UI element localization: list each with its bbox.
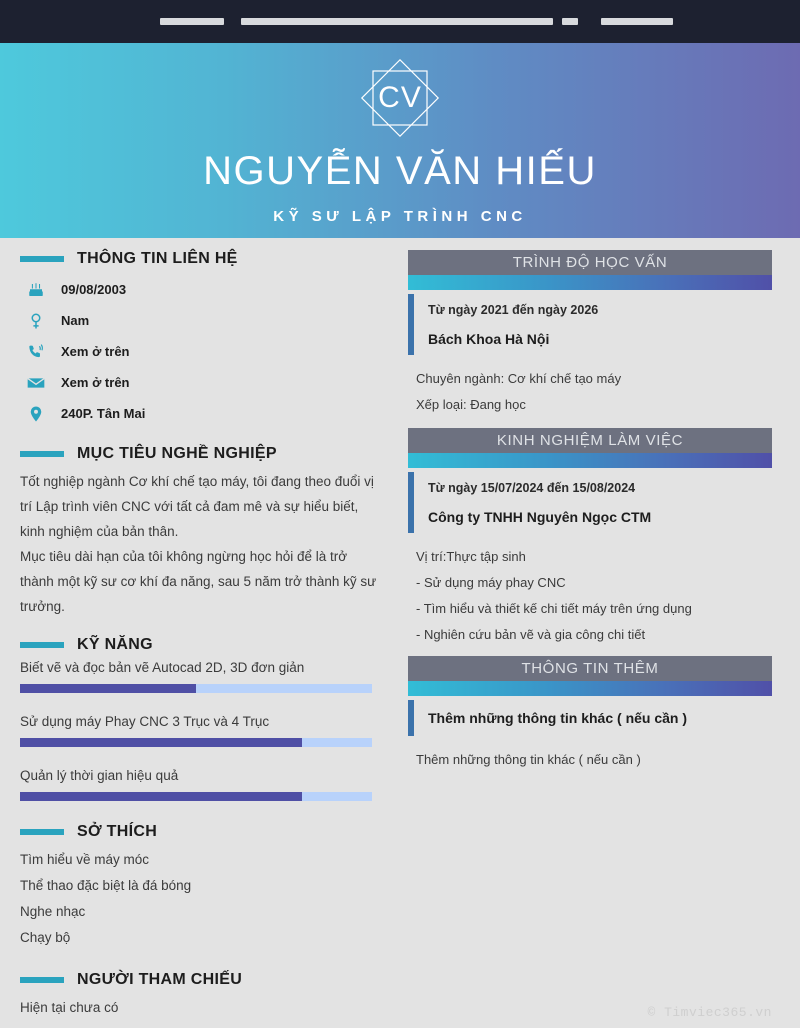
site-watermark: © Timviec365.vn (647, 1005, 772, 1020)
cv-header-banner (0, 43, 800, 238)
education-heading-label: TRÌNH ĐỘ HỌC VẤN (512, 254, 668, 271)
experience-entry-date: Từ ngày 15/07/2024 đến 15/08/2024 (428, 481, 636, 495)
section-additional-info (408, 656, 772, 773)
redacted-url-segment-1 (160, 18, 224, 25)
candidate-role: KỸ SƯ LẬP TRÌNH CNC (273, 208, 527, 225)
heading-accent-bar (20, 977, 64, 983)
education-gradient-bar (408, 275, 772, 290)
heading-accent-bar (20, 829, 64, 835)
contact-item-email (20, 367, 380, 398)
contact-value-gender: Nam (61, 313, 90, 328)
cv-right-column (400, 238, 800, 1028)
skill-label: Quản lý thời gian hiệu quả (20, 768, 179, 783)
gender-icon (25, 312, 47, 330)
skill-progress-fill (20, 684, 196, 693)
education-detail-line: Chuyên ngành: Cơ khí chế tạo máy (416, 371, 622, 386)
additional-entry-title: Thêm những thông tin khác ( nếu cần ) (428, 710, 688, 726)
references-heading-label: NGƯỜI THAM CHIẾU (77, 971, 243, 988)
additional-gradient-bar (408, 681, 772, 696)
additional-heading-label: THÔNG TIN THÊM (521, 660, 659, 677)
objective-paragraph-2: Mục tiêu dài hạn của tôi không ngừng học hỏi để là trở thành một kỹ sư cơ khí đa năng, sau 5 năm trở thành kỹ sư trưởng. (20, 549, 377, 614)
experience-detail-list (408, 533, 772, 648)
cv-logo-text: CV (378, 81, 422, 114)
cv-logo (355, 53, 445, 143)
skill-progress-track (20, 792, 372, 801)
section-heading-contact (20, 250, 380, 268)
redacted-url-segment-2 (241, 18, 553, 25)
experience-heading-label: KINH NGHIỆM LÀM VIỆC (496, 432, 684, 449)
experience-entry (408, 472, 772, 533)
experience-entry-title: Công ty TNHH Nguyên Ngọc CTM (428, 509, 652, 525)
additional-heading-bar (408, 656, 772, 681)
skill-progress-fill (20, 792, 302, 801)
section-heading-hobbies (20, 823, 380, 841)
skill-label: Biết vẽ và đọc bản vẽ Autocad 2D, 3D đơn giản (20, 660, 305, 675)
heading-accent-bar (20, 451, 64, 457)
education-entry (408, 294, 772, 355)
contact-item-address (20, 398, 380, 429)
heading-accent-bar (20, 642, 64, 648)
section-heading-skills (20, 636, 380, 654)
browser-toolbar (0, 0, 800, 43)
hobbies-heading-label: SỞ THÍCH (77, 823, 158, 840)
phone-icon (25, 343, 47, 361)
experience-detail-line: - Tìm hiểu và thiết kế chi tiết máy trên ứng dụng (416, 601, 692, 616)
contact-value-address: 240P. Tân Mai (61, 406, 146, 421)
additional-detail-line: Thêm những thông tin khác ( nếu cần ) (416, 752, 641, 767)
objective-paragraph-1: Tốt nghiệp ngành Cơ khí chế tạo máy, tôi đang theo đuổi vị trí Lập trình viên CNC với tất cả đam mê và sự hiểu biết, kinh nghiệm của bản thân. (20, 474, 374, 539)
education-detail-line: Xếp loại: Đang học (416, 397, 526, 412)
experience-detail-line: - Sử dụng máy phay CNC (416, 575, 566, 590)
hobby-item: Chạy bộ (20, 930, 71, 945)
skill-item (20, 714, 380, 747)
experience-heading-bar (408, 428, 772, 453)
hobby-item: Thể thao đặc biệt là đá bóng (20, 878, 192, 893)
hobby-item: Tìm hiểu về máy móc (20, 852, 150, 867)
section-education (408, 250, 772, 418)
contact-item-birthday (20, 274, 380, 305)
contact-item-gender (20, 305, 380, 336)
contact-heading-label: THÔNG TIN LIÊN HỆ (77, 250, 238, 267)
cv-left-column (0, 238, 400, 1028)
education-detail-list (408, 355, 772, 418)
cv-body (0, 238, 800, 1028)
skill-progress-fill (20, 738, 302, 747)
experience-detail-line: - Nghiên cứu bản vẽ và gia công chi tiết (416, 627, 646, 642)
additional-detail-list (408, 736, 772, 773)
contact-value-birthday: 09/08/2003 (61, 282, 127, 297)
reference-item: Hiện tại chưa có (20, 1000, 119, 1015)
hobby-item: Nghe nhạc (20, 904, 86, 919)
section-heading-references (20, 971, 380, 989)
skill-item (20, 768, 380, 801)
location-pin-icon (25, 405, 47, 423)
contact-list (20, 274, 380, 429)
education-entry-date: Từ ngày 2021 đến ngày 2026 (428, 303, 599, 317)
skill-item (20, 660, 380, 693)
candidate-name: NGUYỄN VĂN HIẾU (203, 149, 597, 193)
skills-heading-label: KỸ NĂNG (77, 636, 153, 653)
birthday-cake-icon (25, 281, 47, 299)
skill-label: Sử dụng máy Phay CNC 3 Trục và 4 Trục (20, 714, 270, 729)
education-entry-title: Bách Khoa Hà Nội (428, 331, 550, 347)
additional-entry (408, 700, 772, 736)
experience-gradient-bar (408, 453, 772, 468)
objective-heading-label: MỤC TIÊU NGHỀ NGHIỆP (77, 445, 277, 462)
education-heading-bar (408, 250, 772, 275)
skill-progress-track (20, 738, 372, 747)
redacted-url-segment-4 (601, 18, 673, 25)
contact-item-phone (20, 336, 380, 367)
envelope-icon (25, 373, 47, 393)
contact-value-email: Xem ở trên (61, 375, 130, 390)
contact-value-phone: Xem ở trên (61, 344, 130, 359)
section-heading-objective (20, 445, 380, 463)
section-experience (408, 428, 772, 648)
redacted-url-segment-3 (562, 18, 578, 25)
experience-detail-line: Vị trí:Thực tập sinh (416, 549, 526, 564)
skill-progress-track (20, 684, 372, 693)
heading-accent-bar (20, 256, 64, 262)
